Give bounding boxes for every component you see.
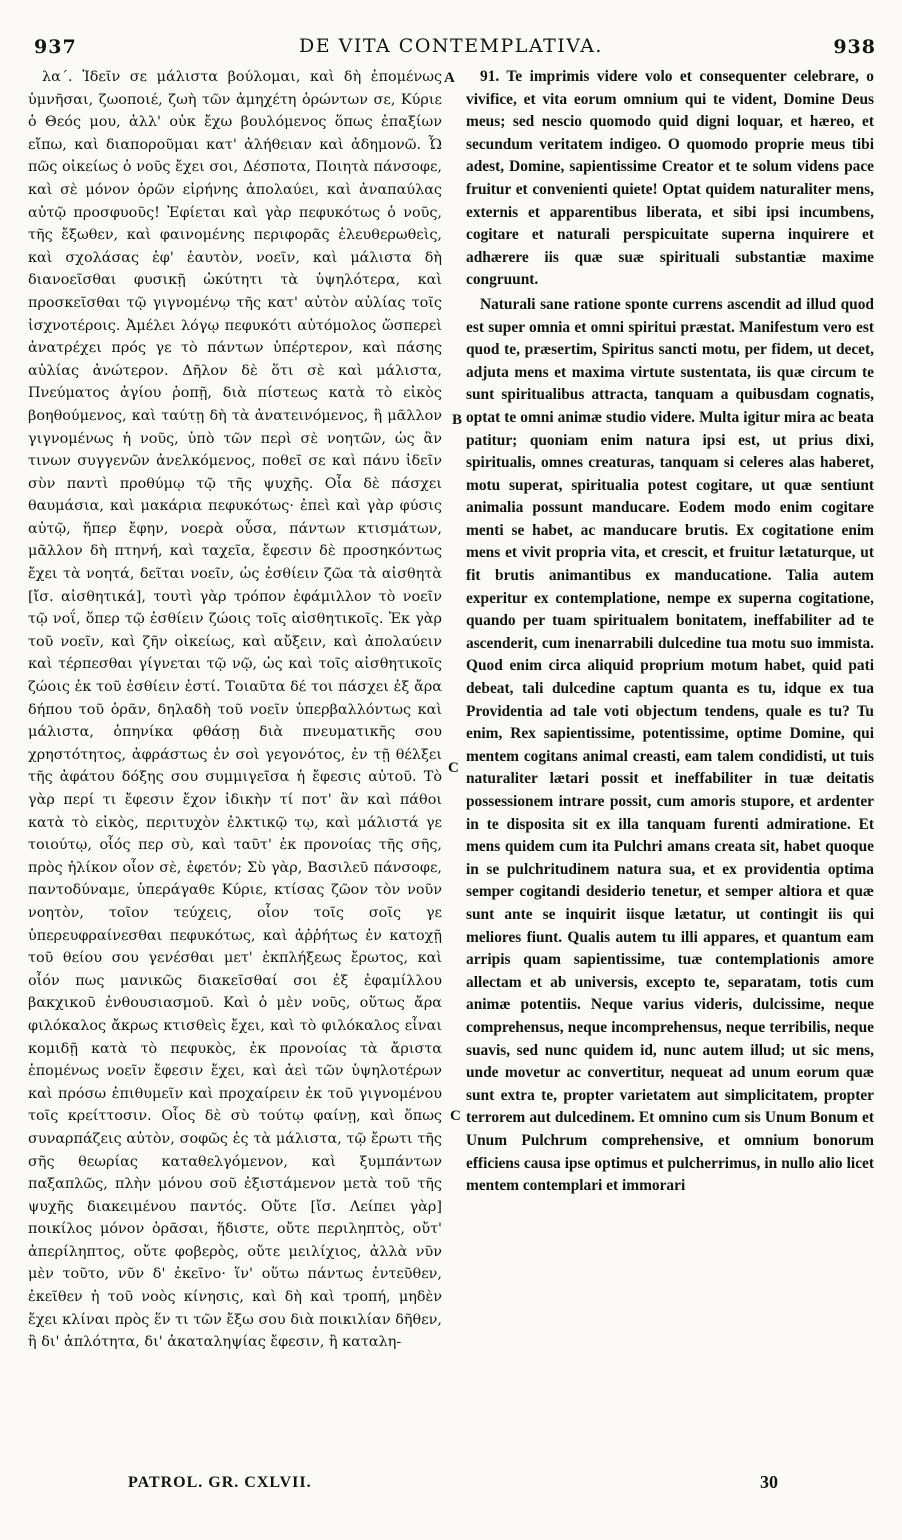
margin-marker-c-second: C — [450, 1108, 461, 1124]
page-header — [0, 0, 902, 70]
margin-marker-a: A — [444, 70, 455, 86]
running-title: DE VITA CONTEMPLATIVA. — [299, 35, 603, 57]
greek-paragraph: λα΄. Ἰδεῖν σε μάλιστα βούλομαι, καὶ δὴ ἐπομένως ὑμνῆσαι, ζωοποιέ, ζωὴ τῶν ἀμηχέτη ὁρώντων σε, Κύριε ὁ Θεός μου, ἀλλ' οὐκ ἔχω βουλόμενος ὅπως ἐπαξίων εἴπω, καὶ διαποροῦμαι κατ' ἀλήθειαν καὶ ἀδημονῶ. Ὦ πῶς οἰκείως ὁ νοῦς ἔχει σοι, Δέσποτα, Ποιητὰ πάνσοφε, καὶ σὲ μόνον ὁρῶν εἰρήνης ἀπολαύει, καὶ ἀναπαύλας αὐτῷ προσφυοῦς! Ἐφίεται καὶ γὰρ πεφυκότως ὁ νοῦς, τῆς ἔξωθεν, καὶ φαινομένης περιφορᾶς ἐλευθερωθεὶς, καὶ σχολάσας ἐφ' ἑαυτὸν, νοεῖν, καὶ μάλιστα δὴ διανοεῖσθαι φυσικῇ ὠκύτητι τὰ ὑψηλότερα, καὶ προσκεῖσθαι τῷ γιγνομένῳ τῆς κατ' αὐτὸν αὐλίας τοῖς ἰσχνοτέροις. Ἀμέλει λόγῳ πεφυκότι αὐτόμολος ὥσπερεὶ ἀνατρέχει πρός γε τὸ πάντων ὑπέρτερον, καὶ πάσης αὐλίας ἀνώτερον. Δῆλον δὲ ὅτι σὲ καὶ μάλιστα, Πνεύματος ἁγίου ῥοπῇ, διὰ πίστεως κατὰ τὸ εἰκὸς βοηθούμενος, καὶ ταύτῃ δὴ τὰ ἀνατεινόμενος, ἣ μᾶλλον γιγνομένως ἡ νοῦς, ὑπὸ τῶν περὶ σὲ νοητῶν, ὡς ἂν τινων συγγενῶν ἀνελκόμενος, ποθεῖ σε καὶ πάνυ ἰδεῖν σὺν παντὶ προθύμῳ τῷ τῆς ψυχῆς. Οἷα δὲ πάσχει θαυμάσια, καὶ μακάρια πεφυκότως· ἐπεὶ καὶ γὰρ φύσις αὐτῷ, ἥπερ ἔφην, νοερὰ οὖσα, πάντων κτισμάτων, μᾶλλον δὴ πτηνή, καὶ ταχεῖα, ἔφεσιν δὲ προσηκόντως ἔχει τὰ νοητά, δεῖται νοεῖν, ὡς ἐσθίειν ζῶα τὰ αἰσθητὰ [ἴσ. αἰσθητικά], τουτὶ γὰρ τρόπον ἐφάμιλλον τὸ νοεῖν τῷ νοΐ, ὅπερ τῷ ἐσθίειν ζώοις τοῖς αἰσθητικοῖς. Ἐκ γὰρ τοῦ νοεῖν, καὶ ζῆν οἰκείως, καὶ αὔξειν, καὶ ἀπολαύειν καὶ τέρπεσθαι γίγνεται τῷ νῷ, ὡς καὶ τοῖς αἰσθητικοῖς ζώοις ἐκ τοῦ ἐσθίειν ἐστί. Τοιαῦτα δέ τοι πάσχει ἐξ ἄρα δήπου τοῦ ὁρᾶν, δηλαδὴ τοῦ νοεῖν ὑπερβαλλόντως καὶ μάλιστα, ὁπηνίκα φθάσῃ διὰ πνευματικῆς σου χρηστότητος, ἀφράστως ἐν σοὶ γεγονότος, ἐν τῇ θέλξει τῆς ἀφάτου δόξης σου συμμιγεῖσα ἡ ἔφεσις αὐτοῦ. Τὸ γὰρ περί τι ἔφεσιν ἔχον ἰδικὴν τί ποτ' ἂν καὶ πάθοι κατὰ τὸ εἰκὸς, περιτυχὸν ἐλκτικῷ τῳ, καὶ μάλιστά γε τοιούτῳ, οἷός περ σὺ, καὶ ταῦτ' ἐκ προνοίας τῆς σῆς, πρὸς ἡλίκον οἷον σὲ, ἐφετόν; Σὺ γὰρ, Βασιλεῦ πάνσοφε, παντοδύναμε, ὑπεράγαθε Κύριε, κτίσας ζῶον τὸν νοῦν νοητὸν, τοῖον τεύχεις, οἷον τοῖς σοῖς γε ὑπερευφραίνεσθαι πεφυκότως, καὶ ἀῤῥήτως ἐν κατοχῇ τοῦ θείου σου γενέσθαι μετ' ἐκπλήξεως ἔρωτος, καὶ οἷόν πως μανικῶς διακεῖσθαί σοι ἐξ ἐφαμίλλου βακχικοῦ ἐνθουσιασμοῦ. Καὶ ὁ μὲν νοῦς, οὕτως ἄρα φιλόκαλος ἄκρως κτισθεὶς ἔχει, καὶ τὸ φιλόκαλος εἶναι κομιδῇ κατὰ τὸ πεφυκὸς, ἐκ προνοίας τὰ ἄριστα ἑπομένως νοεῖν ἔφεσιν ἔχει, καὶ ἀεὶ τῶν ὑψηλοτέρων καὶ πρόσω ἐπιθυμεῖν καὶ προχαίρειν ἐκ τοῦ γιγνομένου τοῖς κρείττοσιν. Οἷος δὲ σὺ τούτῳ φαίνῃ, καὶ ὅπως συναρπάζεις αὐτὸν, σοφῶς ἐς τὰ μάλιστα, τῷ ἔρωτι τῆς σῆς θεωρίας καταθελγόμενον, καὶ ξυμπάντων παξαπλῶς, πλὴν μόνου σοῦ ἐξιστάμενον μετὰ τοῦ τῆς ψυχῆς διακειμένου παντός. Οὔτε [ἴσ. Λείπει γὰρ] ποικίλος μόνον ὁρᾶσαι, ἥδιστε, οὔτε περιληπτὸς, οὔτ' ἀπερίληπτος, οὔτε φοβερὸς, οὔτε μειλίχιος, ἀλλὰ νῦν μὲν τοῦτο, νῦν δ' ἐκεῖνο· ἵν' οὕτω πάντως ἐντεῦθεν, ἐκεῖθεν ἡ τοῦ νοὸς κίνησις, καὶ δὴ καὶ τροπή, μηδὲν ἔχει κλίναι πρὸς ἕν τι τῶν ἔξω σου διὰ ποικιλίαν δῆθεν, ἢ δι' ἁπλότητα, δι' ἀκαταληψίας ἔφεσιν, ἢ καταλη- — [28, 69, 442, 1351]
greek-column — [28, 66, 442, 1446]
margin-marker-b: B — [452, 412, 463, 428]
footer-sheet-number: 30 — [760, 1472, 778, 1492]
margin-marker-c: C — [448, 760, 459, 776]
left-page-number: 937 — [34, 36, 77, 58]
latin-paragraph-2: Naturali sane ratione sponte currens ascendit ad illud quod est super omnia et omni spiritui præstat. Manifestum vero est quod te, præsertim, Spiritus sancti motu, per fidem, ut decet, adjuta mens et maxima virtute sustentata, iis quæ circum te sunt spiritualibus attracta, tanquam a quibusdam cognatis, optat te omni animæ studio videre. Multa igitur mira ac beata patitur; quoniam enim natura ipsi est, ut prius dixi, spiritualis, omnes creaturas, tanquam si celeres alas haberet, motu superat, spiritualia potest cogitare, ut quæ sentiunt animalia possunt manducare. Eodem modo enim cogitare menti se habet, ac manducare brutis. Ex cogitatione enim mens et vivit propria vita, et crescit, et fruitur lætaturque, ut fit brutis animantibus ex manducatione. Talia autem experitur ex contemplatione, nempe ex superna cogitatione, quando per tuam spiritualem bonitatem, ineffabiliter ad te ascenderit, cum inenarrabili dulcedine tua motu suo immista. Quod enim circa aliquid proprium motum habet, quid pati debeat, tali dulcedine captum quanta es tu, idque ex tua Providentia ad tale voti objectum tendens, quale es tu? Tu enim, Rex sapientissime, potentissime, optime Domine, qui mentem cogitans animal creasti, eam talem condidisti, ut tuis naturaliter lætari possit et ineffabiliter in tuæ deitatis possessionem intrare possit, cum amoris stupore, et ardenter in te disposita sit ex illa tanquam furenti admiratione. Et mens quidem cum ita Pulchri amans creata sit, habet quoque in se pulchritudinem natura sua, et ex providentia optima semper cogitandi desiderio tenetur, et semper altiora et quæ sunt ante se inquirit iisque lætatur, ut contingit iis qui meliores fiunt. Qualis autem tu illi appares, et quantum eam arripis quam sapientissime, tuæ contemplationis amore allectam et ab universis, excepto te, separatam, totis cum animæ potentiis. Neque varius videris, dulcissime, neque comprehensus, neque incomprehensus, neque terribilis, neque suavis, sed nunc quidem id, nunc autem illud; ut sic mens, unde movetur ac convertitur, nequeat ad unum eorum quæ sunt extra te, propter varietatem aut simplicitatem, propter terrorem aut dulcedinem. Et omnino cum sis Unum Bonum et Unum Pulchrum comprehensive, et omnium bonorum efficiens causa ipse optimus et pulcherrimus, in nullo alio licet mentem contemplari et immorari — [466, 295, 874, 1195]
right-page-number: 938 — [833, 36, 876, 58]
latin-column — [466, 66, 874, 1446]
footer-signature: PATROL. GR. CXLVII. — [128, 1474, 312, 1491]
latin-paragraph-1: 91. Te imprimis videre volo et consequenter celebrare, o vivifice, et vita eorum omnium qui te vident, Domine Deus meus; sed nescio quomodo quid digni loquar, et hæreo, et secundum veritatem indigeo. O quomodo proprie meus tibi adest, Domine, sapientissime Creator et te solum videns pace fruitur et convenienti quiete! Optat quidem naturaliter mens, externis et apparentibus liberata, et sibi ipsi incumbens, cogitare et naturali perspicuitate superna inquirere et adhærere iis quæ suæ spirituali substantiæ maxime congruunt. — [466, 68, 874, 289]
